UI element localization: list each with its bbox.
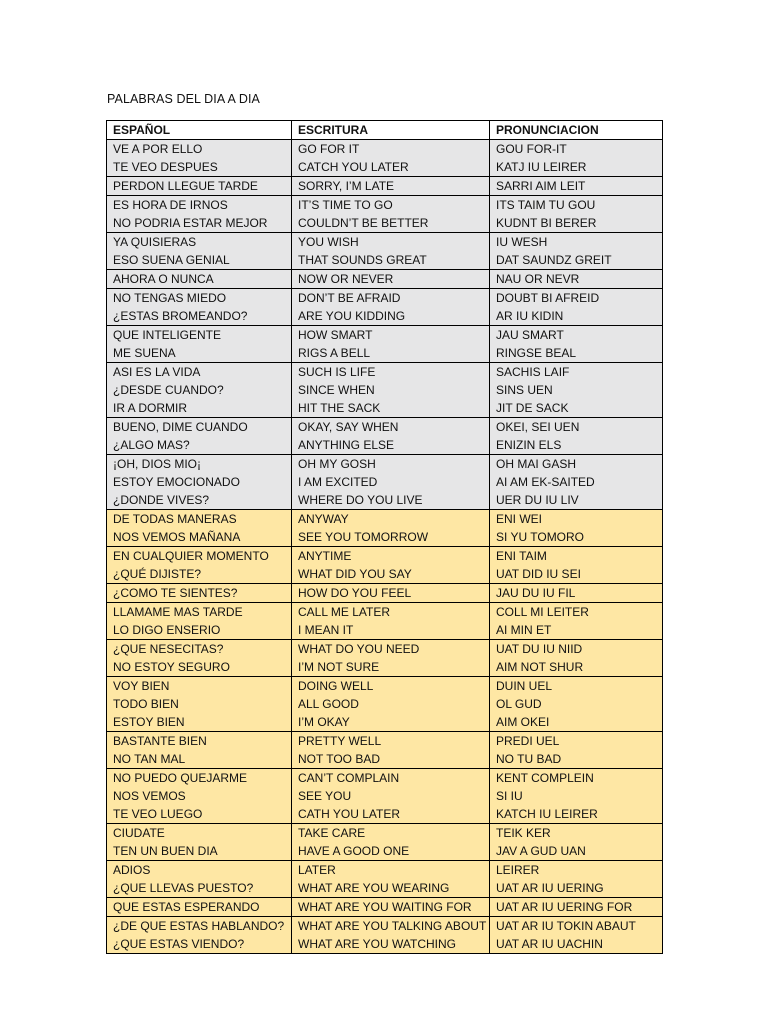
pronunciation-text: OKEI, SEI UEN [496, 420, 580, 434]
written-text: ALL GOOD [298, 697, 359, 711]
spanish-text: ¡OH, DIOS MIO¡ [113, 457, 201, 471]
pronunciation-text: NO TU BAD [496, 752, 562, 766]
written-text: NOT TOO BAD [298, 752, 381, 766]
spanish-text: EN CUALQUIER MOMENTO [113, 549, 269, 563]
spanish-cell [107, 418, 292, 455]
written-text: HIT THE SACK [298, 401, 381, 415]
pronunciation-text: GOU FOR-IT [496, 142, 567, 156]
table-row [107, 510, 663, 547]
written-text: HOW DO YOU FEEL [298, 586, 412, 600]
spanish-cell [107, 769, 292, 824]
spanish-cell [107, 363, 292, 418]
pronunciation-cell [490, 196, 663, 233]
written-text: ARE YOU KIDDING [298, 309, 406, 323]
spanish-cell [107, 861, 292, 898]
written-text: PRETTY WELL [298, 734, 382, 748]
pronunciation-cell [490, 547, 663, 584]
table-row [107, 603, 663, 640]
pronunciation-text: DOUBT BI AFREID [496, 291, 600, 305]
written-text: SUCH IS LIFE [298, 365, 376, 379]
spanish-text: ¿COMO TE SIENTES? [113, 586, 238, 600]
written-text: RIGS A BELL [298, 346, 371, 360]
written-text: HOW SMART [298, 328, 373, 342]
written-text: THAT SOUNDS GREAT [298, 253, 427, 267]
written-text: DON’T BE AFRAID [298, 291, 401, 305]
pronunciation-text: DUIN UEL [496, 679, 553, 693]
spanish-text: QUE ESTAS ESPERANDO [113, 900, 260, 914]
written-cell [292, 510, 490, 547]
spanish-text: IR A DORMIR [113, 401, 188, 415]
pronunciation-cell [490, 289, 663, 326]
pronunciation-text: AI MIN ET [496, 623, 552, 637]
spanish-text: ESTOY BIEN [113, 715, 185, 729]
table-row [107, 455, 663, 510]
written-text: NOW OR NEVER [298, 272, 394, 286]
written-text: GO FOR IT [298, 142, 360, 156]
pronunciation-cell [490, 270, 663, 289]
spanish-text: QUE INTELIGENTE [113, 328, 222, 342]
written-cell [292, 732, 490, 769]
spanish-text: VOY BIEN [113, 679, 170, 693]
written-text: SORRY, I’M LATE [298, 179, 395, 193]
page-title: PALABRAS DEL DIA A DIA [107, 92, 260, 106]
written-text: WHAT DID YOU SAY [298, 567, 412, 581]
pronunciation-text: COLL MI LEITER [496, 605, 589, 619]
pronunciation-cell [490, 418, 663, 455]
spanish-cell [107, 177, 292, 196]
vocabulary-table [106, 120, 663, 954]
column-header-escritura: ESCRITURA [292, 121, 490, 140]
written-text: WHAT ARE YOU WEARING [298, 881, 450, 895]
written-cell [292, 677, 490, 732]
written-text: CAN’T COMPLAIN [298, 771, 400, 785]
spanish-text: TEN UN BUEN DIA [113, 844, 218, 858]
written-text: DOING WELL [298, 679, 374, 693]
spanish-cell [107, 455, 292, 510]
pronunciation-text: SI YU TOMORO [496, 530, 585, 544]
spanish-cell [107, 233, 292, 270]
pronunciation-text: UAT AR IU UERING FOR [496, 900, 633, 914]
pronunciation-text: JAU SMART [496, 328, 564, 342]
spanish-text: ¿DONDE VIVES? [113, 493, 210, 507]
spanish-text: ME SUENA [113, 346, 176, 360]
pronunciation-text: ENI WEI [496, 512, 543, 526]
pronunciation-text: IU WESH [496, 235, 548, 249]
written-text: WHAT ARE YOU WAITING FOR [298, 900, 472, 914]
pronunciation-cell [490, 603, 663, 640]
pronunciation-cell [490, 510, 663, 547]
table-row [107, 732, 663, 769]
pronunciation-text: AR IU KIDIN [496, 309, 564, 323]
written-cell [292, 270, 490, 289]
written-text: ANYTHING ELSE [298, 438, 395, 452]
written-cell [292, 326, 490, 363]
spanish-text: VE A POR ELLO [113, 142, 203, 156]
written-cell [292, 196, 490, 233]
spanish-text: ¿DE QUE ESTAS HABLANDO? [113, 919, 285, 933]
table-header-row [107, 121, 663, 140]
spanish-cell [107, 898, 292, 917]
spanish-text: ¿ALGO MAS? [113, 438, 190, 452]
pronunciation-text: KATCH IU LEIRER [496, 807, 598, 821]
written-text: SEE YOU TOMORROW [298, 530, 429, 544]
pronunciation-cell [490, 177, 663, 196]
table-row [107, 270, 663, 289]
spanish-text: ¿QUE ESTAS VIENDO? [113, 937, 245, 951]
written-text: I’M OKAY [298, 715, 350, 729]
spanish-text: NO ESTOY SEGURO [113, 660, 230, 674]
written-text: OH MY GOSH [298, 457, 376, 471]
pronunciation-cell [490, 824, 663, 861]
spanish-cell [107, 196, 292, 233]
spanish-text: ESO SUENA GENIAL [113, 253, 230, 267]
pronunciation-text: UAT DID IU SEI [496, 567, 581, 581]
pronunciation-text: DAT SAUNDZ GREIT [496, 253, 612, 267]
table-row [107, 196, 663, 233]
written-text: CATCH YOU LATER [298, 160, 409, 174]
pronunciation-text: SACHIS LAIF [496, 365, 570, 379]
pronunciation-text: PREDI UEL [496, 734, 560, 748]
spanish-cell [107, 640, 292, 677]
written-cell [292, 861, 490, 898]
pronunciation-text: JAV A GUD UAN [496, 844, 586, 858]
pronunciation-text: TEIK KER [496, 826, 551, 840]
table-row [107, 418, 663, 455]
pronunciation-cell [490, 640, 663, 677]
written-text: OKAY, SAY WHEN [298, 420, 399, 434]
written-cell [292, 233, 490, 270]
pronunciation-cell [490, 584, 663, 603]
written-text: COULDN’T BE BETTER [298, 216, 429, 230]
written-text: WHAT DO YOU NEED [298, 642, 420, 656]
spanish-cell [107, 917, 292, 954]
spanish-text: LO DIGO ENSERIO [113, 623, 221, 637]
pronunciation-cell [490, 732, 663, 769]
written-cell [292, 824, 490, 861]
spanish-text: ¿QUE NESECITAS? [113, 642, 224, 656]
table-row [107, 363, 663, 418]
written-cell [292, 455, 490, 510]
table-row [107, 769, 663, 824]
written-cell [292, 603, 490, 640]
spanish-text: BASTANTE BIEN [113, 734, 207, 748]
spanish-text: TE VEO LUEGO [113, 807, 203, 821]
spanish-text: NO TENGAS MIEDO [113, 291, 227, 305]
pronunciation-cell [490, 898, 663, 917]
written-text: IT’S TIME TO GO [298, 198, 393, 212]
spanish-cell [107, 677, 292, 732]
pronunciation-text: LEIRER [496, 863, 540, 877]
written-text: SINCE WHEN [298, 383, 375, 397]
spanish-cell [107, 603, 292, 640]
spanish-cell [107, 326, 292, 363]
spanish-text: ¿DESDE CUANDO? [113, 383, 224, 397]
pronunciation-text: OH MAI GASH [496, 457, 577, 471]
spanish-text: BUENO, DIME CUANDO [113, 420, 248, 434]
written-text: TAKE CARE [298, 826, 366, 840]
spanish-text: DE TODAS MANERAS [113, 512, 237, 526]
spanish-cell [107, 732, 292, 769]
pronunciation-text: ITS TAIM TU GOU [496, 198, 596, 212]
pronunciation-cell [490, 861, 663, 898]
spanish-text: CIUDATE [113, 826, 165, 840]
pronunciation-text: KUDNT BI BERER [496, 216, 597, 230]
written-cell [292, 898, 490, 917]
pronunciation-cell [490, 233, 663, 270]
written-cell [292, 140, 490, 177]
pronunciation-text: UAT AR IU UERING [496, 881, 604, 895]
spanish-cell [107, 289, 292, 326]
table-row [107, 917, 663, 954]
written-text: ANYWAY [298, 512, 349, 526]
pronunciation-text: AIM OKEI [496, 715, 550, 729]
spanish-text: ¿QUE LLEVAS PUESTO? [113, 881, 254, 895]
table-body [107, 140, 663, 954]
pronunciation-text: AI AM EK-SAITED [496, 475, 595, 489]
written-text: WHAT ARE YOU WATCHING [298, 937, 457, 951]
spanish-text: NOS VEMOS [113, 789, 186, 803]
written-cell [292, 363, 490, 418]
spanish-cell [107, 510, 292, 547]
spanish-text: NO PODRIA ESTAR MEJOR [113, 216, 268, 230]
table-row [107, 640, 663, 677]
pronunciation-text: SI IU [496, 789, 523, 803]
spanish-cell [107, 584, 292, 603]
table-row [107, 898, 663, 917]
pronunciation-text: UAT AR IU UACHIN [496, 937, 603, 951]
pronunciation-cell [490, 326, 663, 363]
table-row [107, 677, 663, 732]
pronunciation-text: UER DU IU LIV [496, 493, 579, 507]
spanish-text: ESTOY EMOCIONADO [113, 475, 240, 489]
table-row [107, 140, 663, 177]
spanish-text: NOS VEMOS MAÑANA [113, 530, 241, 544]
pronunciation-cell [490, 917, 663, 954]
spanish-text: ADIOS [113, 863, 151, 877]
table-row [107, 326, 663, 363]
written-cell [292, 917, 490, 954]
written-text: CATH YOU LATER [298, 807, 401, 821]
written-cell [292, 584, 490, 603]
pronunciation-text: JIT DE SACK [496, 401, 569, 415]
pronunciation-text: SINS UEN [496, 383, 553, 397]
written-cell [292, 769, 490, 824]
written-text: YOU WISH [298, 235, 359, 249]
pronunciation-text: UAT DU IU NIID [496, 642, 583, 656]
pronunciation-cell [490, 140, 663, 177]
spanish-text: AHORA O NUNCA [113, 272, 214, 286]
written-text: I’M NOT SURE [298, 660, 380, 674]
spanish-text: TE VEO DESPUES [113, 160, 218, 174]
column-header-espanol: ESPAÑOL [107, 121, 292, 140]
spanish-text: TODO BIEN [113, 697, 179, 711]
written-text: I AM EXCITED [298, 475, 378, 489]
table-row [107, 177, 663, 196]
table-row [107, 861, 663, 898]
pronunciation-text: JAU DU IU FIL [496, 586, 576, 600]
pronunciation-text: SARRI AIM LEIT [496, 179, 586, 193]
spanish-text: NO TAN MAL [113, 752, 186, 766]
written-cell [292, 547, 490, 584]
column-header-pronunciacion: PRONUNCIACION [490, 121, 663, 140]
written-text: WHERE DO YOU LIVE [298, 493, 423, 507]
written-cell [292, 289, 490, 326]
pronunciation-cell [490, 769, 663, 824]
pronunciation-text: KENT COMPLEIN [496, 771, 594, 785]
pronunciation-text: NAU OR NEVR [496, 272, 580, 286]
table-row [107, 289, 663, 326]
spanish-cell [107, 547, 292, 584]
spanish-text: NO PUEDO QUEJARME [113, 771, 248, 785]
pronunciation-text: OL GUD [496, 697, 542, 711]
spanish-cell [107, 140, 292, 177]
spanish-cell [107, 270, 292, 289]
table-row [107, 824, 663, 861]
pronunciation-text: RINGSE BEAL [496, 346, 577, 360]
pronunciation-text: ENI TAIM [496, 549, 547, 563]
pronunciation-cell [490, 677, 663, 732]
pronunciation-cell [490, 363, 663, 418]
spanish-text: ES HORA DE IRNOS [113, 198, 228, 212]
written-text: CALL ME LATER [298, 605, 391, 619]
spanish-text: LLAMAME MAS TARDE [113, 605, 243, 619]
spanish-text: ASI ES LA VIDA [113, 365, 201, 379]
written-cell [292, 418, 490, 455]
written-text: I MEAN IT [298, 623, 354, 637]
pronunciation-text: ENIZIN ELS [496, 438, 562, 452]
spanish-text: ¿ESTAS BROMEANDO? [113, 309, 248, 323]
spanish-cell [107, 824, 292, 861]
written-text: ANYTIME [298, 549, 352, 563]
written-cell [292, 177, 490, 196]
pronunciation-text: AIM NOT SHUR [496, 660, 584, 674]
written-text: SEE YOU [298, 789, 352, 803]
pronunciation-text: KATJ IU LEIRER [496, 160, 587, 174]
written-cell [292, 640, 490, 677]
table-row [107, 584, 663, 603]
written-text: HAVE A GOOD ONE [298, 844, 410, 858]
spanish-text: ¿QUÉ DIJISTE? [113, 567, 202, 581]
pronunciation-cell [490, 455, 663, 510]
table-row [107, 547, 663, 584]
written-text: WHAT ARE YOU TALKING ABOUT [298, 919, 487, 933]
table-row [107, 233, 663, 270]
spanish-text: YA QUISIERAS [113, 235, 197, 249]
written-text: LATER [298, 863, 336, 877]
spanish-text: PERDON LLEGUE TARDE [113, 179, 258, 193]
pronunciation-text: UAT AR IU TOKIN ABAUT [496, 919, 636, 933]
